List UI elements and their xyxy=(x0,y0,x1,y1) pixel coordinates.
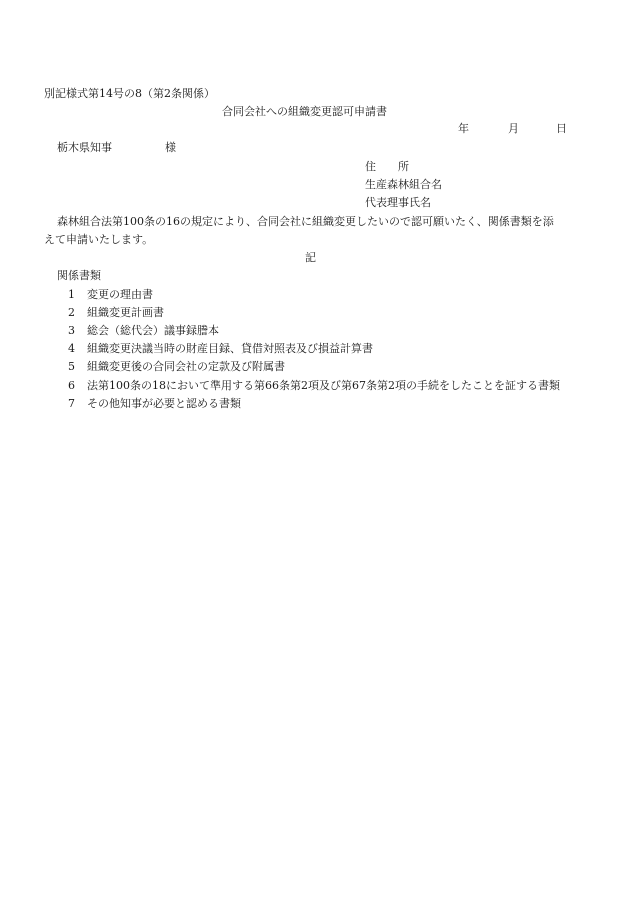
document-item-text: その他知事が必要と認める書類 xyxy=(87,397,241,410)
document-item-text: 組織変更計画書 xyxy=(87,306,164,319)
applicant-association-label: 生産森林組合名 xyxy=(365,178,442,191)
document-item-number: 1 xyxy=(68,288,75,301)
body-text-line-2: えて申請いたします。 xyxy=(44,233,154,246)
document-item-text: 法第100条の18において準用する第66条第2項及び第67条第2項の手続をしたことを証する書類 xyxy=(87,379,560,392)
body-text-line-1: 森林組合法第100条の16の規定により、合同会社に組織変更したいので認可願いたく、関係書類を添 xyxy=(57,215,554,228)
date-month-label: 月 xyxy=(508,122,519,135)
form-number: 別記様式第14号の8（第2条関係） xyxy=(44,87,215,100)
date-day-label: 日 xyxy=(556,122,567,135)
document-item-number: 7 xyxy=(68,397,75,410)
document-item-number: 5 xyxy=(68,360,75,373)
applicant-address-label: 住 所 xyxy=(365,160,409,173)
document-item-text: 組織変更後の合同会社の定款及び附属書 xyxy=(87,360,285,373)
document-item-text: 総会（総代会）議事録謄本 xyxy=(87,324,219,337)
document-item-text: 組織変更決議当時の財産目録、貸借対照表及び損益計算書 xyxy=(87,342,373,355)
date-year-label: 年 xyxy=(458,122,469,135)
documents-heading: 関係書類 xyxy=(57,269,101,282)
document-item-text: 変更の理由書 xyxy=(87,288,153,301)
ki-heading: 記 xyxy=(305,251,316,264)
document-item-number: 6 xyxy=(68,379,75,392)
document-title: 合同会社への組織変更認可申請書 xyxy=(222,105,387,118)
applicant-representative-label: 代表理事氏名 xyxy=(365,196,431,209)
document-item-number: 3 xyxy=(68,324,75,337)
addressee-governor: 栃木県知事 xyxy=(57,141,112,154)
addressee-honorific: 様 xyxy=(165,141,176,154)
document-item-number: 4 xyxy=(68,342,75,355)
document-item-number: 2 xyxy=(68,306,75,319)
